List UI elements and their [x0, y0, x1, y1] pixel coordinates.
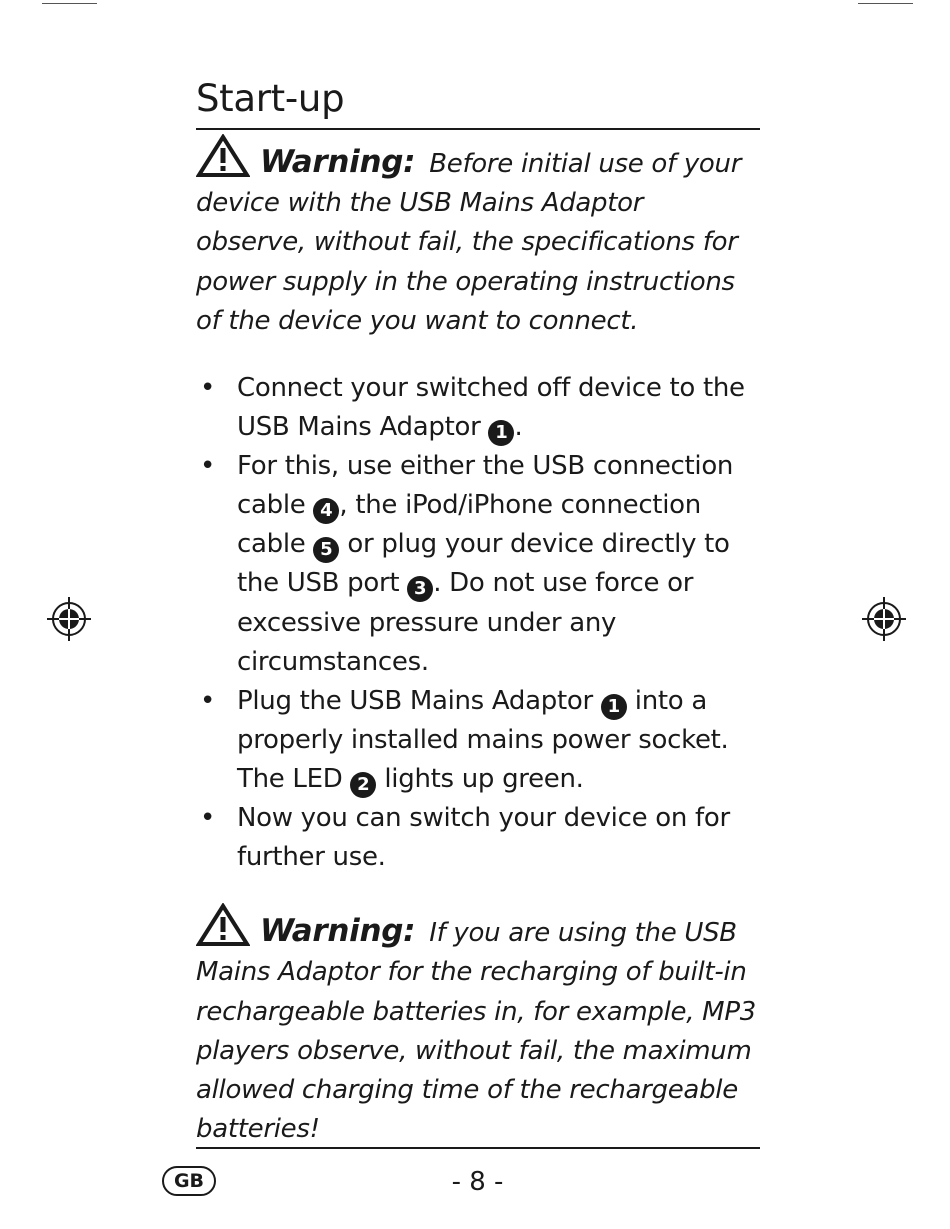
- warning-label: Warning:: [260, 913, 416, 950]
- page-number: - 8 -: [451, 1167, 504, 1197]
- list-item-text: . Do not use force or excessive pressure under any circumstances.: [237, 568, 694, 677]
- warning-text: If you are using the USB Mains Adaptor for the recharging of built-in rechargeable batteries in, for example, MP3 players observe, without fail, the maximum allowed charging time of the rechargeable batteries!: [196, 918, 756, 1145]
- list-item-text: Connect your switched off device to the USB Mains Adaptor: [237, 373, 745, 443]
- bullet-icon: •: [200, 373, 216, 404]
- list-item-text: For this, use either the USB connection cable: [237, 451, 734, 521]
- part-number-3-icon: 3: [407, 576, 433, 602]
- list-item-text: or plug your device directly to the USB port: [237, 529, 730, 599]
- bullet-icon: •: [200, 451, 216, 482]
- country-badge: GB: [162, 1166, 216, 1196]
- warning-block-2: [196, 903, 760, 1149]
- crop-mark-left: [42, 3, 97, 4]
- list-item: [196, 447, 760, 682]
- instruction-list: [196, 369, 760, 877]
- list-item-text: into a properly installed mains power socket. The LED: [237, 685, 729, 794]
- footer-divider: [196, 1147, 760, 1149]
- warning-label: Warning:: [260, 144, 416, 180]
- page-content: [196, 70, 760, 1149]
- warning-text: Before initial use of your device with the USB Mains Adaptor observe, without fail, the specifications for power supply in the operating instructions of the device you want to connect.: [196, 149, 742, 336]
- bullet-icon: •: [200, 685, 216, 716]
- part-number-1-icon: 1: [601, 694, 627, 720]
- bullet-icon: •: [200, 803, 216, 834]
- part-number-2-icon: 2: [350, 772, 376, 798]
- title-divider: [196, 128, 760, 130]
- part-number-5-icon: 5: [313, 537, 339, 563]
- list-item-text: .: [514, 412, 523, 443]
- list-item-text: , the iPod/iPhone connection cable: [237, 490, 701, 560]
- warning-block-1: [196, 134, 760, 341]
- list-item-text: Now you can switch your device on for further use.: [237, 803, 730, 873]
- crop-mark-right: [858, 3, 913, 4]
- page-title: Start-up: [196, 77, 345, 120]
- list-item: [196, 682, 760, 799]
- warning-triangle-icon: [196, 903, 250, 947]
- list-item-text: Plug the USB Mains Adaptor: [237, 685, 601, 716]
- warning-triangle-icon: [196, 134, 250, 178]
- part-number-1-icon: 1: [488, 420, 514, 446]
- list-item: [196, 799, 760, 877]
- registration-mark-icon: [862, 597, 906, 641]
- part-number-4-icon: 4: [313, 498, 339, 524]
- registration-mark-icon: [47, 597, 91, 641]
- list-item: [196, 369, 760, 447]
- list-item-text: lights up green.: [376, 763, 584, 794]
